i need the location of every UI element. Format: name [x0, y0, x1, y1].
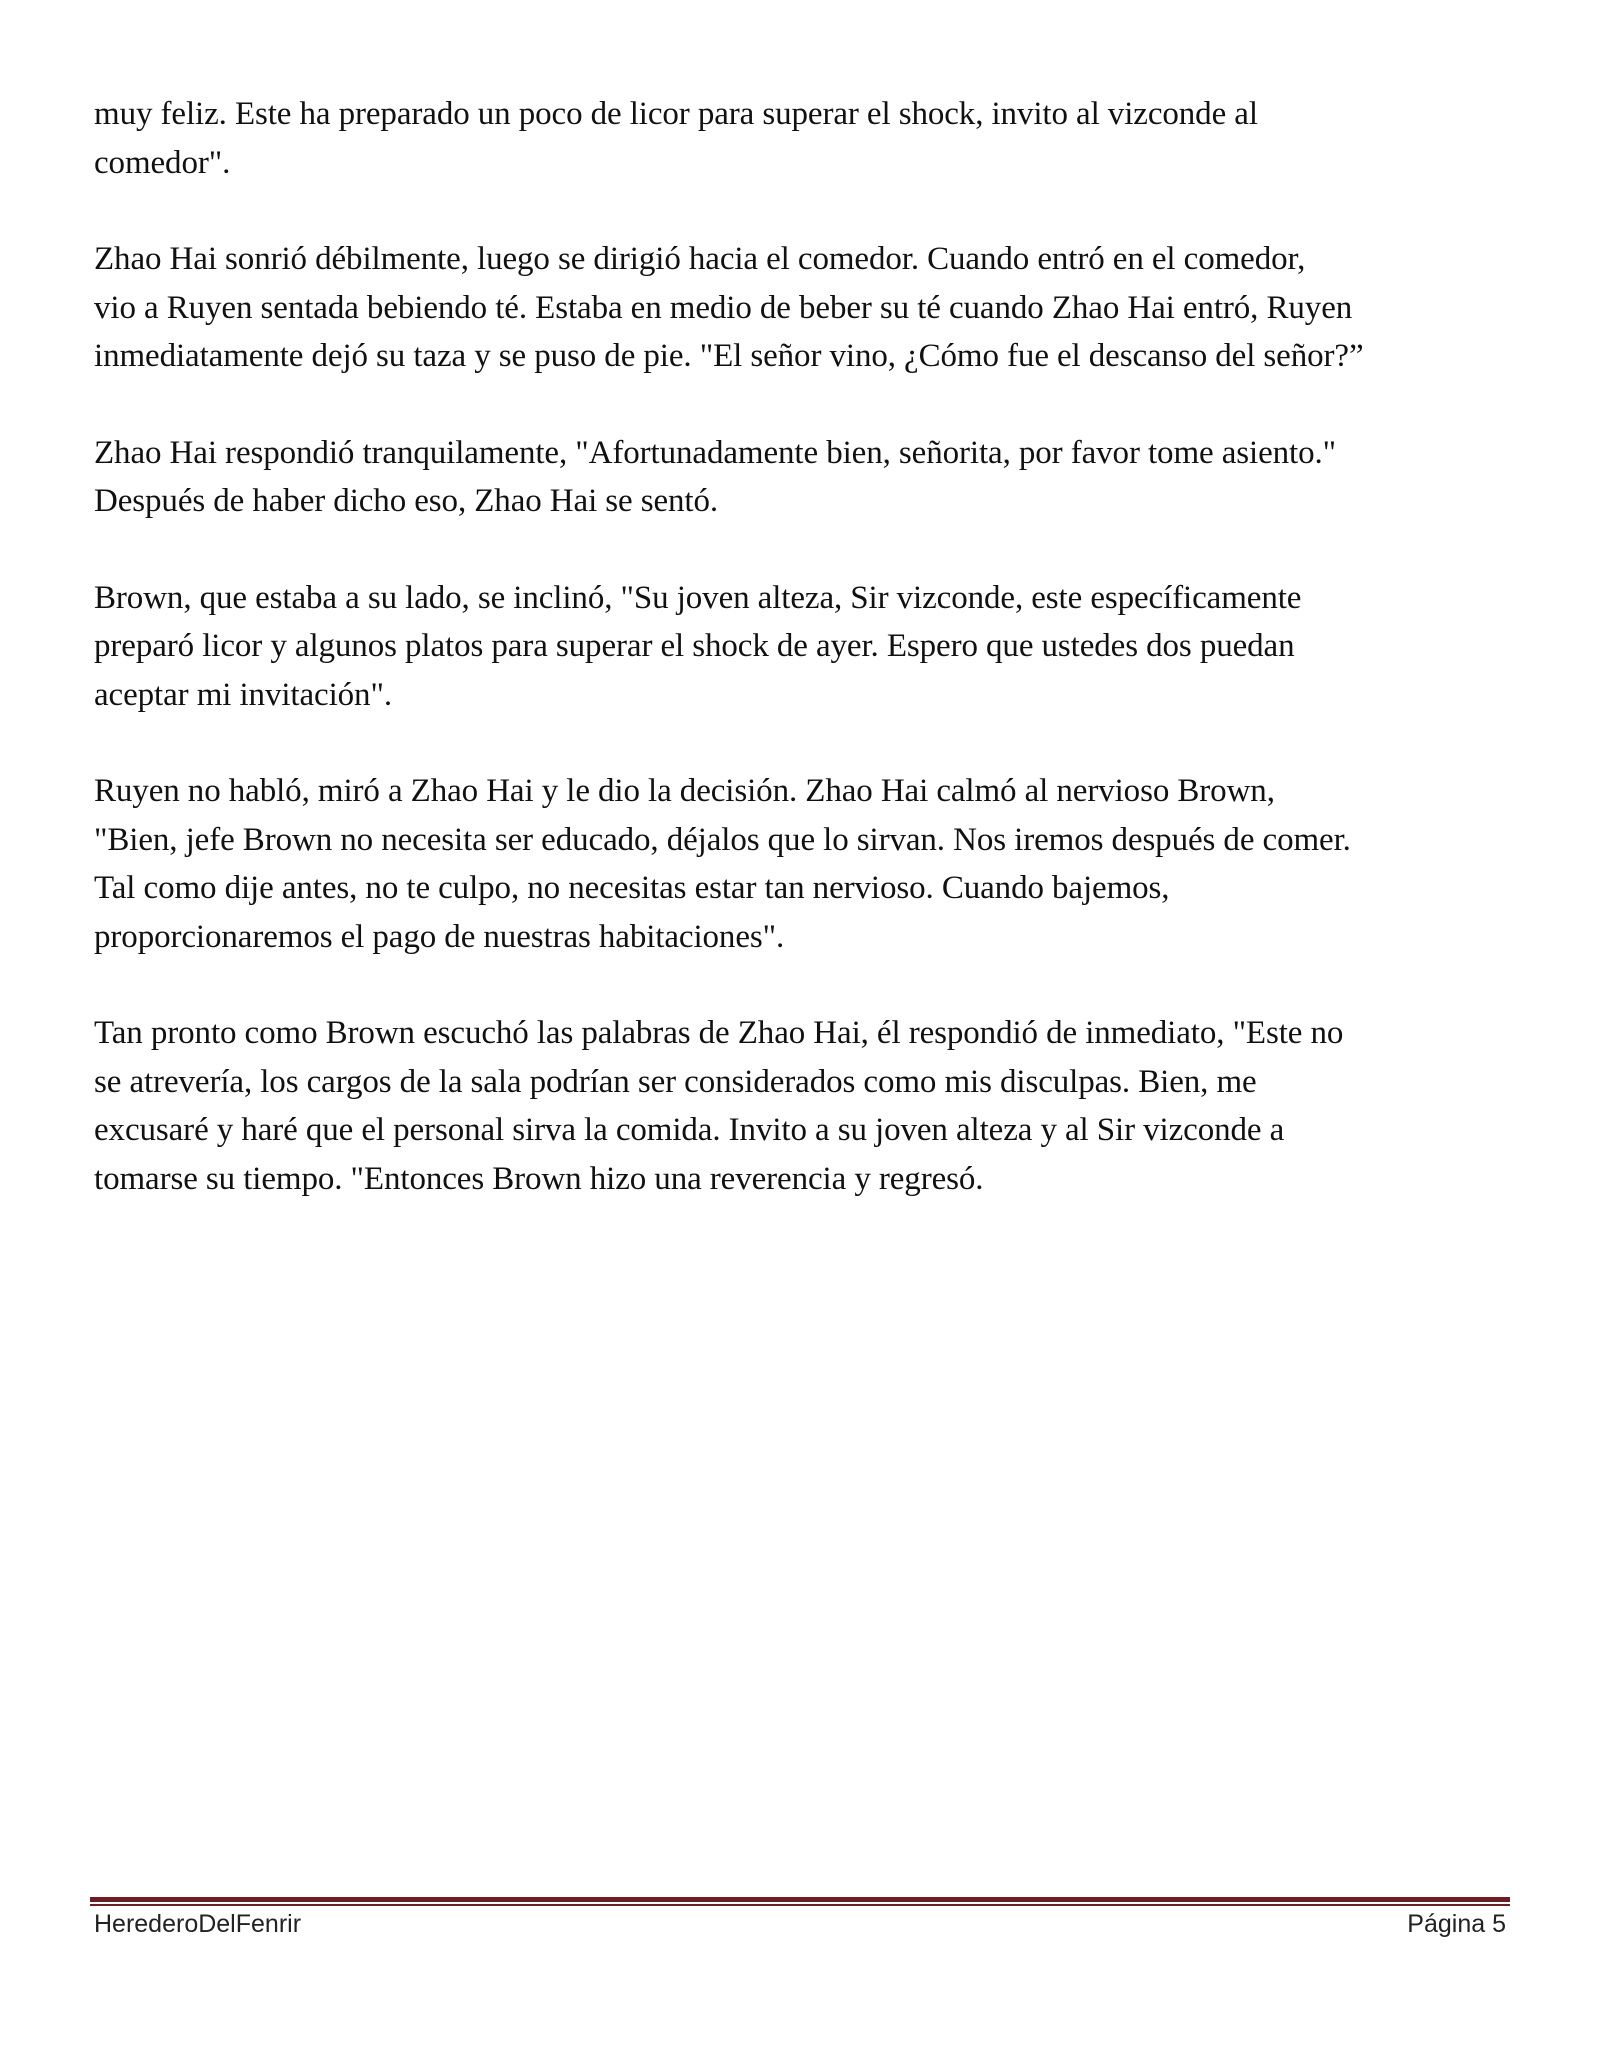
text-line: "Bien, jefe Brown no necesita ser educado, déjalos que lo sirvan. Nos iremos después de comer.: [94, 821, 1351, 858]
footer-divider-thin: [90, 1904, 1510, 1906]
paragraph: [94, 235, 1534, 381]
text-line: Zhao Hai sonrió débilmente, luego se dirigió hacia el comedor. Cuando entró en el comedor,: [94, 241, 1306, 277]
page-footer: [94, 1910, 1506, 1950]
paragraph: [94, 429, 1534, 526]
paragraph: [94, 574, 1534, 720]
footer-divider-thick: [90, 1897, 1510, 1902]
text-line: proporcionaremos el pago de nuestras habitaciones".: [94, 918, 785, 955]
text-line: inmediatamente dejó su taza y se puso de pie. "El señor vino, ¿Cómo fue el descanso del señor?”: [94, 338, 1364, 374]
paragraph: [94, 767, 1534, 961]
paragraph: [94, 1009, 1534, 1203]
page-number: Página 5: [1407, 1910, 1506, 1938]
text-line: Zhao Hai respondió tranquilamente, "Afortunadamente bien, señorita, por favor tome asiento.": [94, 434, 1337, 471]
footer-divider: [90, 1897, 1510, 1907]
text-line: se atrevería, los cargos de la sala podrían ser considerados como mis disculpas. Bien, me: [94, 1063, 1257, 1100]
text-line: muy feliz. Este ha preparado un poco de licor para superar el shock, invito al vizconde al: [94, 96, 1258, 132]
text-line: comedor".: [94, 144, 231, 181]
document-body: [94, 90, 1534, 1251]
text-line: aceptar mi invitación".: [94, 676, 392, 713]
text-line: excusaré y haré que el personal sirva la comida. Invito a su joven alteza y al Sir vizconde a: [94, 1112, 1285, 1148]
text-line: Brown, que estaba a su lado, se inclinó, "Su joven alteza, Sir vizconde, este específicamente: [94, 579, 1302, 616]
footer-author: HerederoDelFenrir: [94, 1910, 302, 1938]
text-line: Después de haber dicho eso, Zhao Hai se sentó.: [94, 483, 719, 519]
text-line: Tal como dije antes, no te culpo, no necesitas estar tan nervioso. Cuando bajemos,: [94, 870, 1170, 906]
text-line: preparó licor y algunos platos para superar el shock de ayer. Espero que ustedes dos puedan: [94, 628, 1295, 664]
text-line: Ruyen no habló, miró a Zhao Hai y le dio la decisión. Zhao Hai calmó al nervioso Brown,: [94, 773, 1275, 809]
text-line: Tan pronto como Brown escuchó las palabras de Zhao Hai, él respondió de inmediato, "Este no: [94, 1015, 1344, 1051]
paragraph: [94, 90, 1534, 187]
text-line: vio a Ruyen sentada bebiendo té. Estaba en medio de beber su té cuando Zhao Hai entró, Ruyen: [94, 289, 1353, 326]
text-line: tomarse su tiempo. "Entonces Brown hizo una reverencia y regresó.: [94, 1160, 984, 1197]
